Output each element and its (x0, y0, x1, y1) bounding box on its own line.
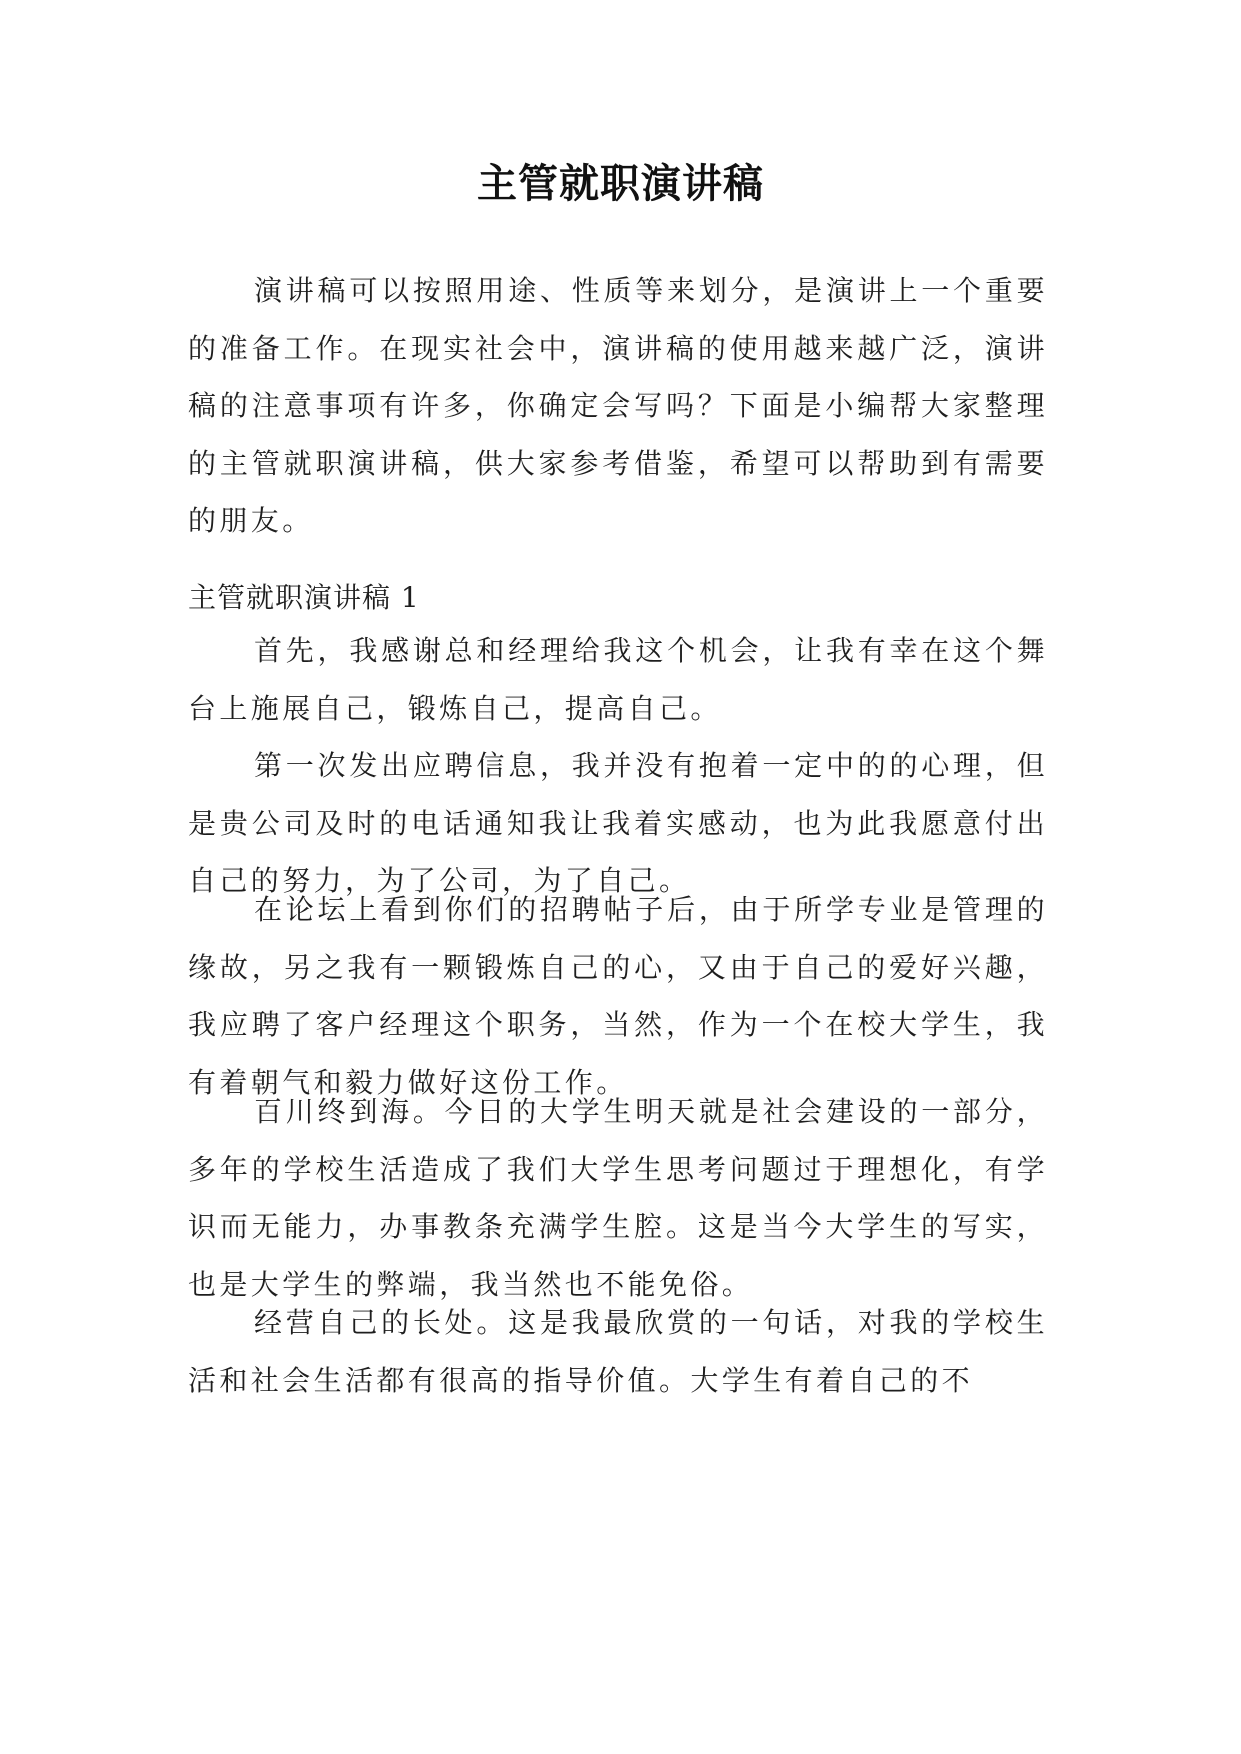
paragraph-1: 首先，我感谢总和经理给我这个机会，让我有幸在这个舞台上施展自己，锻炼自己，提高自己。 (188, 634, 1048, 725)
intro-paragraph: 演讲稿可以按照用途、性质等来划分，是演讲上一个重要的准备工作。在现实社会中，演讲稿的使用越来越广泛，演讲稿的注意事项有许多，你确定会写吗？下面是小编帮大家整理的主管就职演讲稿，供大家参考借鉴，希望可以帮助到有需要的朋友。 (188, 274, 1048, 537)
section-heading: 主管就职演讲稿 1 (188, 581, 420, 614)
paragraph-3: 在论坛上看到你们的招聘帖子后，由于所学专业是管理的缘故，另之我有一颗锻炼自己的心，又由于自己的爱好兴趣，我应聘了客户经理这个职务，当然，作为一个在校大学生，我有着朝气和毅力做好这份工作。 (188, 893, 1048, 1099)
document-title: 主管就职演讲稿 (477, 161, 764, 207)
paragraph-2: 第一次发出应聘信息，我并没有抱着一定中的的心理，但是贵公司及时的电话通知我让我着实感动，也为此我愿意付出自己的努力，为了公司，为了自己。 (188, 749, 1048, 897)
paragraph-4: 百川终到海。今日的大学生明天就是社会建设的一部分，多年的学校生活造成了我们大学生思考问题过于理想化，有学识而无能力，办事教条充满学生腔。这是当今大学生的写实，也是大学生的弊端，我当然也不能免俗。 (188, 1095, 1048, 1301)
paragraph-5: 经营自己的长处。这是我最欣赏的一句话，对我的学校生活和社会生活都有很高的指导价值。大学生有着自己的不 (188, 1306, 1048, 1397)
